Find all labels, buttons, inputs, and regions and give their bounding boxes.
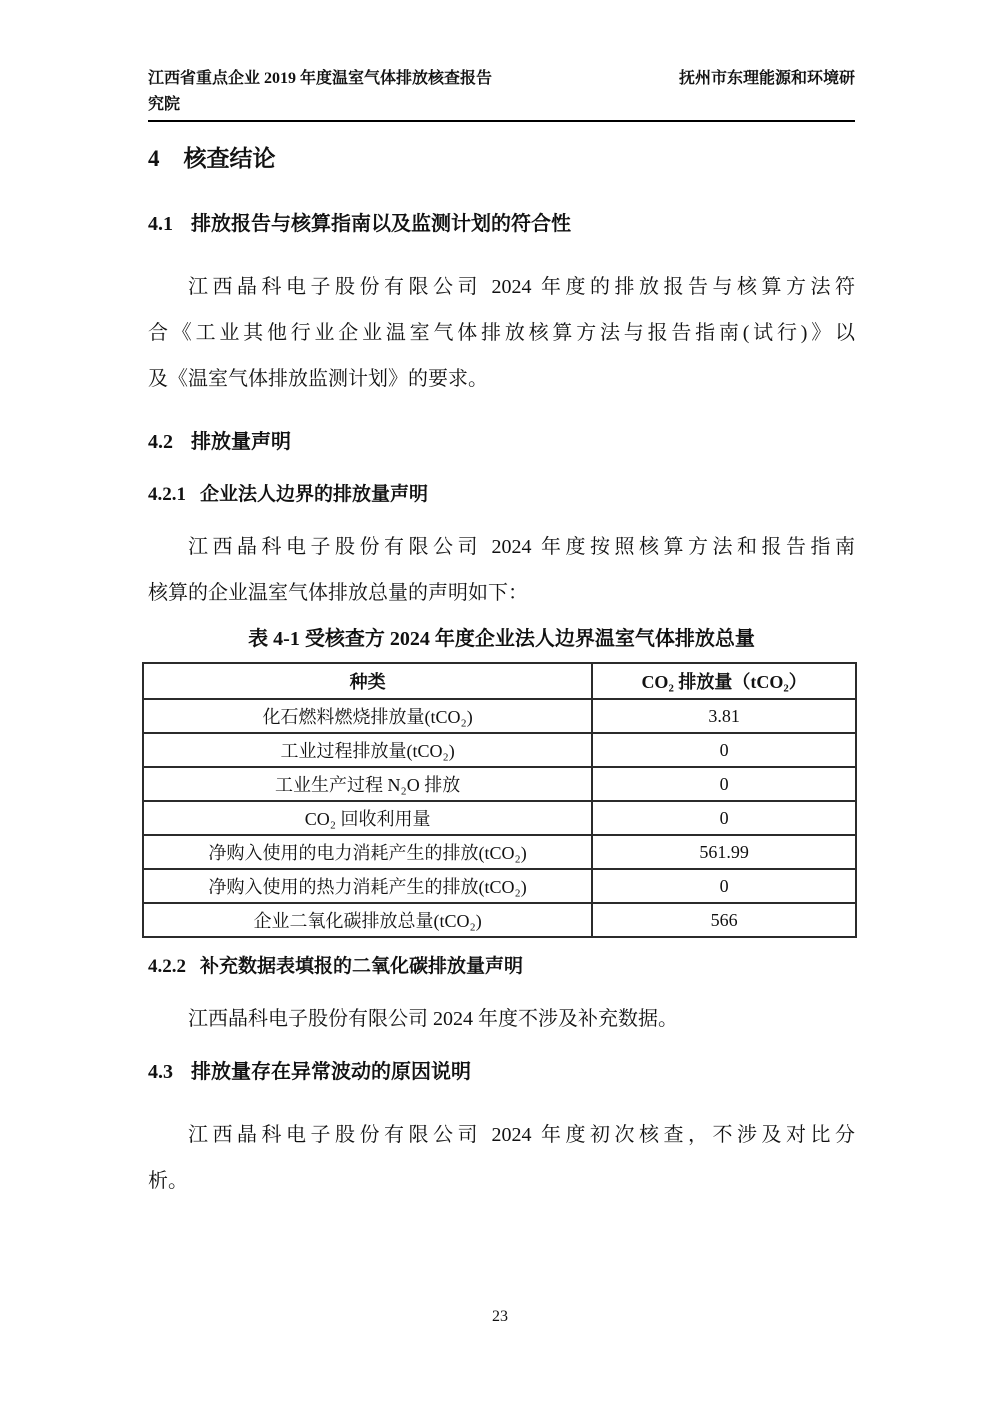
heading-4-1 [148, 210, 855, 238]
heading-number: 4 [148, 146, 160, 171]
paragraph-line: 江西晶科电子股份有限公司 2024 年度不涉及补充数据。 [188, 1008, 678, 1030]
table-row [143, 835, 856, 869]
header-org-name: 抚州市东理能源和环境研 [678, 70, 855, 87]
paragraph-line: 合《工业其他行业企业温室气体排放核算方法与报告指南(试行)》以 [148, 322, 855, 344]
heading-number: 4.2.1 [148, 484, 186, 505]
table-cell-value: 0 [592, 801, 856, 835]
heading-title: 排放报告与核算指南以及监测计划的符合性 [191, 213, 571, 235]
table-cell-value: 0 [592, 869, 856, 903]
paragraph-line: 析。 [148, 1170, 188, 1192]
paragraph-4-1 [148, 264, 855, 402]
page-header [148, 66, 855, 122]
paragraph-4-3 [148, 1112, 855, 1204]
heading-title: 补充数据表填报的二氧化碳排放量声明 [200, 956, 524, 977]
table-cell-value: 0 [592, 733, 856, 767]
table-header-row [143, 663, 856, 699]
table-row [143, 699, 856, 733]
table-cell-label: 净购入使用的电力消耗产生的排放(tCO₂) [143, 835, 592, 869]
table-row [143, 767, 856, 801]
table-cell-label: 企业二氧化碳排放总量(tCO₂) [143, 903, 592, 937]
header-report-title: 江西省重点企业 2019 年度温室气体排放核查报告 [148, 70, 493, 87]
heading-4-3 [148, 1058, 855, 1086]
paragraph-line: 核算的企业温室气体排放总量的声明如下： [148, 582, 528, 604]
table-cell-label: 工业生产过程 N₂O 排放 [143, 767, 592, 801]
paragraph-line: 江西晶科电子股份有限公司 2024 年度初次核查，不涉及对比分 [188, 1124, 855, 1146]
heading-title: 企业法人边界的排放量声明 [200, 484, 429, 505]
table-row [143, 869, 856, 903]
table-cell-value: 561.99 [592, 835, 856, 869]
paragraph-line: 及《温室气体排放监测计划》的要求。 [148, 368, 488, 390]
paragraph-4-2-2 [148, 996, 855, 1042]
heading-chapter-4 [148, 144, 855, 174]
page-number: 23 [492, 1308, 508, 1325]
table-row [143, 903, 856, 937]
page-header-line1 [148, 66, 855, 92]
table-cell-value: 3.81 [592, 699, 856, 733]
paragraph-line: 江西晶科电子股份有限公司 2024 年度按照核算方法和报告指南 [188, 536, 855, 558]
heading-number: 4.2.2 [148, 956, 186, 977]
heading-4-2-1 [148, 482, 855, 508]
table-caption: 表 4-1 受核查方 2024 年度企业法人边界温室气体排放总量 [248, 628, 755, 650]
table-cell-label: 化石燃料燃烧排放量(tCO₂) [143, 699, 592, 733]
paragraph-4-2-1 [148, 524, 855, 616]
table-row [143, 733, 856, 767]
table-header-category: 种类 [143, 663, 592, 699]
heading-title: 核查结论 [183, 146, 276, 171]
heading-title: 排放量声明 [191, 431, 291, 453]
table-header-co2-amount: CO₂ 排放量（tCO₂） [592, 663, 856, 699]
heading-number: 4.3 [148, 1061, 173, 1083]
page-header-line2: 究院 [148, 96, 181, 113]
heading-4-2 [148, 428, 855, 456]
table-cell-label: 净购入使用的热力消耗产生的排放(tCO₂) [143, 869, 592, 903]
table-row [143, 801, 856, 835]
table-cell-value: 0 [592, 767, 856, 801]
heading-number: 4.1 [148, 213, 173, 235]
heading-4-2-2 [148, 954, 855, 980]
heading-number: 4.2 [148, 431, 173, 453]
table-cell-label: CO₂ 回收利用量 [143, 801, 592, 835]
emissions-table [142, 662, 857, 938]
table-cell-value: 566 [592, 903, 856, 937]
paragraph-line: 江西晶科电子股份有限公司 2024 年度的排放报告与核算方法符 [188, 276, 855, 298]
table-cell-label: 工业过程排放量(tCO₂) [143, 733, 592, 767]
heading-title: 排放量存在异常波动的原因说明 [191, 1061, 471, 1083]
